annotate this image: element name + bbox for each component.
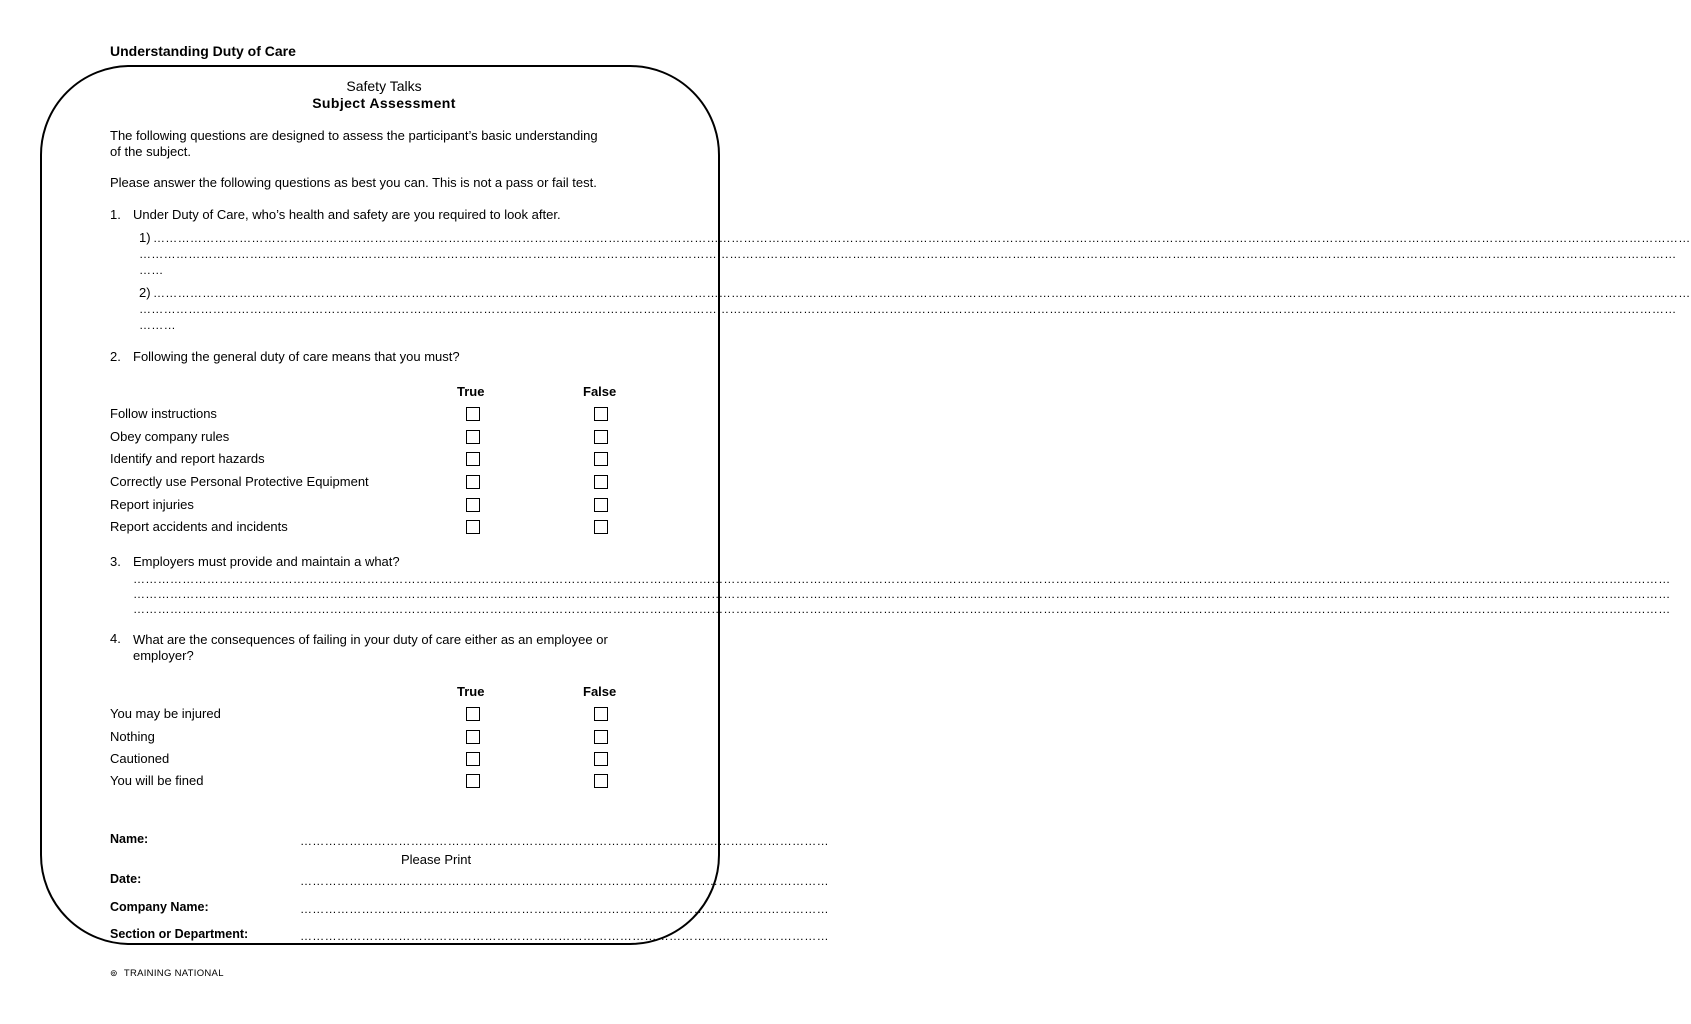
section-field[interactable]: …………………………………………………………………………………………………………………	[300, 929, 829, 943]
q2-false-header: False	[583, 384, 617, 399]
name-label: Name:	[110, 832, 149, 846]
q2-item-label: Identify and report hazards	[110, 451, 265, 466]
q4-item4-true-checkbox[interactable]	[466, 774, 480, 788]
q4-item3-true-checkbox[interactable]	[466, 752, 480, 766]
company-name-label: Company Name:	[110, 900, 209, 914]
q4-item3-false-checkbox[interactable]	[594, 752, 608, 766]
q4-item-label: Nothing	[110, 729, 155, 744]
q4-number: 4.	[110, 631, 121, 646]
q4-item-label: Cautioned	[110, 751, 170, 766]
q4-item2-false-checkbox[interactable]	[594, 730, 608, 744]
please-print-note: Please Print	[401, 852, 472, 867]
instruction-text: Please answer the following questions as best you can. This is not a pass or fail test.	[110, 175, 597, 190]
intro-text-cont: of the subject.	[110, 144, 191, 159]
q3-number: 3.	[110, 554, 121, 569]
q1-answer2-line3[interactable]: ………	[139, 318, 176, 332]
q1-answer2-line2[interactable]: ……………………………………………………………………………………………………………………………………………………………………………………………………………………………………………………………………………………………………………………………………………	[139, 302, 1677, 316]
q2-item4-true-checkbox[interactable]	[466, 475, 480, 489]
q2-item-label: Follow instructions	[110, 406, 217, 421]
q4-item1-true-checkbox[interactable]	[466, 707, 480, 721]
name-field[interactable]: …………………………………………………………………………………………………………………	[300, 834, 829, 848]
document-header: Understanding Duty of Care	[110, 43, 296, 59]
q4-false-header: False	[583, 684, 617, 699]
q2-item2-true-checkbox[interactable]	[466, 430, 480, 444]
q4-item-label: You may be injured	[110, 706, 221, 721]
footer	[110, 968, 224, 979]
q4-item-label: You will be fined	[110, 773, 204, 788]
q4-true-header: True	[457, 684, 485, 699]
q4-item1-false-checkbox[interactable]	[594, 707, 608, 721]
q4-text-cont: employer?	[133, 648, 194, 663]
footer-text: TRAINING NATIONAL	[123, 968, 224, 979]
date-label: Date:	[110, 872, 142, 886]
q2-item-label: Obey company rules	[110, 429, 230, 444]
copyright-icon: ⊚	[110, 968, 118, 978]
q2-item-label: Report injuries	[110, 497, 194, 512]
q2-item-label: Report accidents and incidents	[110, 519, 288, 534]
intro-text: The following questions are designed to assess the participant’s basic understanding	[110, 128, 598, 143]
q2-item-label: Correctly use Personal Protective Equipment	[110, 474, 369, 489]
q2-item1-true-checkbox[interactable]	[466, 407, 480, 421]
q2-item4-false-checkbox[interactable]	[594, 475, 608, 489]
assessment-subtitle: Subject Assessment	[312, 95, 456, 111]
q2-item6-true-checkbox[interactable]	[466, 520, 480, 534]
q2-true-header: True	[457, 384, 485, 399]
section-label: Section or Department:	[110, 927, 249, 941]
q2-item3-true-checkbox[interactable]	[466, 452, 480, 466]
q3-text: Employers must provide and maintain a what?	[133, 554, 400, 569]
q2-item5-true-checkbox[interactable]	[466, 498, 480, 512]
q1-answer2-prefix: 2)	[139, 285, 151, 300]
q1-answer2-line[interactable]: ……………………………………………………………………………………………………………………………………………………………………………………………………………………………………………………………………………………………………………………………………………	[153, 286, 1691, 300]
q3-answer-line3[interactable]: ……………………………………………………………………………………………………………………………………………………………………………………………………………………………………………………………………………………………………………………………………………	[133, 602, 1671, 616]
date-field[interactable]: …………………………………………………………………………………………………………………	[300, 874, 829, 888]
q1-number: 1.	[110, 207, 121, 222]
q1-text: Under Duty of Care, who’s health and safety are you required to look after.	[133, 207, 561, 222]
q1-answer1-prefix: 1)	[139, 230, 151, 245]
q2-text: Following the general duty of care means that you must?	[133, 349, 460, 364]
q3-answer-line2[interactable]: ……………………………………………………………………………………………………………………………………………………………………………………………………………………………………………………………………………………………………………………………………………	[133, 587, 1671, 601]
q3-answer-line1[interactable]: ……………………………………………………………………………………………………………………………………………………………………………………………………………………………………………………………………………………………………………………………………………	[133, 572, 1671, 586]
q2-item1-false-checkbox[interactable]	[594, 407, 608, 421]
q4-item4-false-checkbox[interactable]	[594, 774, 608, 788]
q4-text: What are the consequences of failing in your duty of care either as an employee or	[133, 632, 608, 647]
q1-answer1-line3[interactable]: ……	[139, 263, 164, 277]
q2-item6-false-checkbox[interactable]	[594, 520, 608, 534]
q1-answer1-line2[interactable]: ……………………………………………………………………………………………………………………………………………………………………………………………………………………………………………………………………………………………………………………………………………	[139, 247, 1677, 261]
q2-item2-false-checkbox[interactable]	[594, 430, 608, 444]
q2-item3-false-checkbox[interactable]	[594, 452, 608, 466]
q2-item5-false-checkbox[interactable]	[594, 498, 608, 512]
q1-answer1-line[interactable]: ……………………………………………………………………………………………………………………………………………………………………………………………………………………………………………………………………………………………………………………………………………	[153, 231, 1691, 245]
q4-item2-true-checkbox[interactable]	[466, 730, 480, 744]
assessment-title: Safety Talks	[346, 78, 422, 94]
company-name-field[interactable]: …………………………………………………………………………………………………………………	[300, 902, 829, 916]
q2-number: 2.	[110, 349, 121, 364]
